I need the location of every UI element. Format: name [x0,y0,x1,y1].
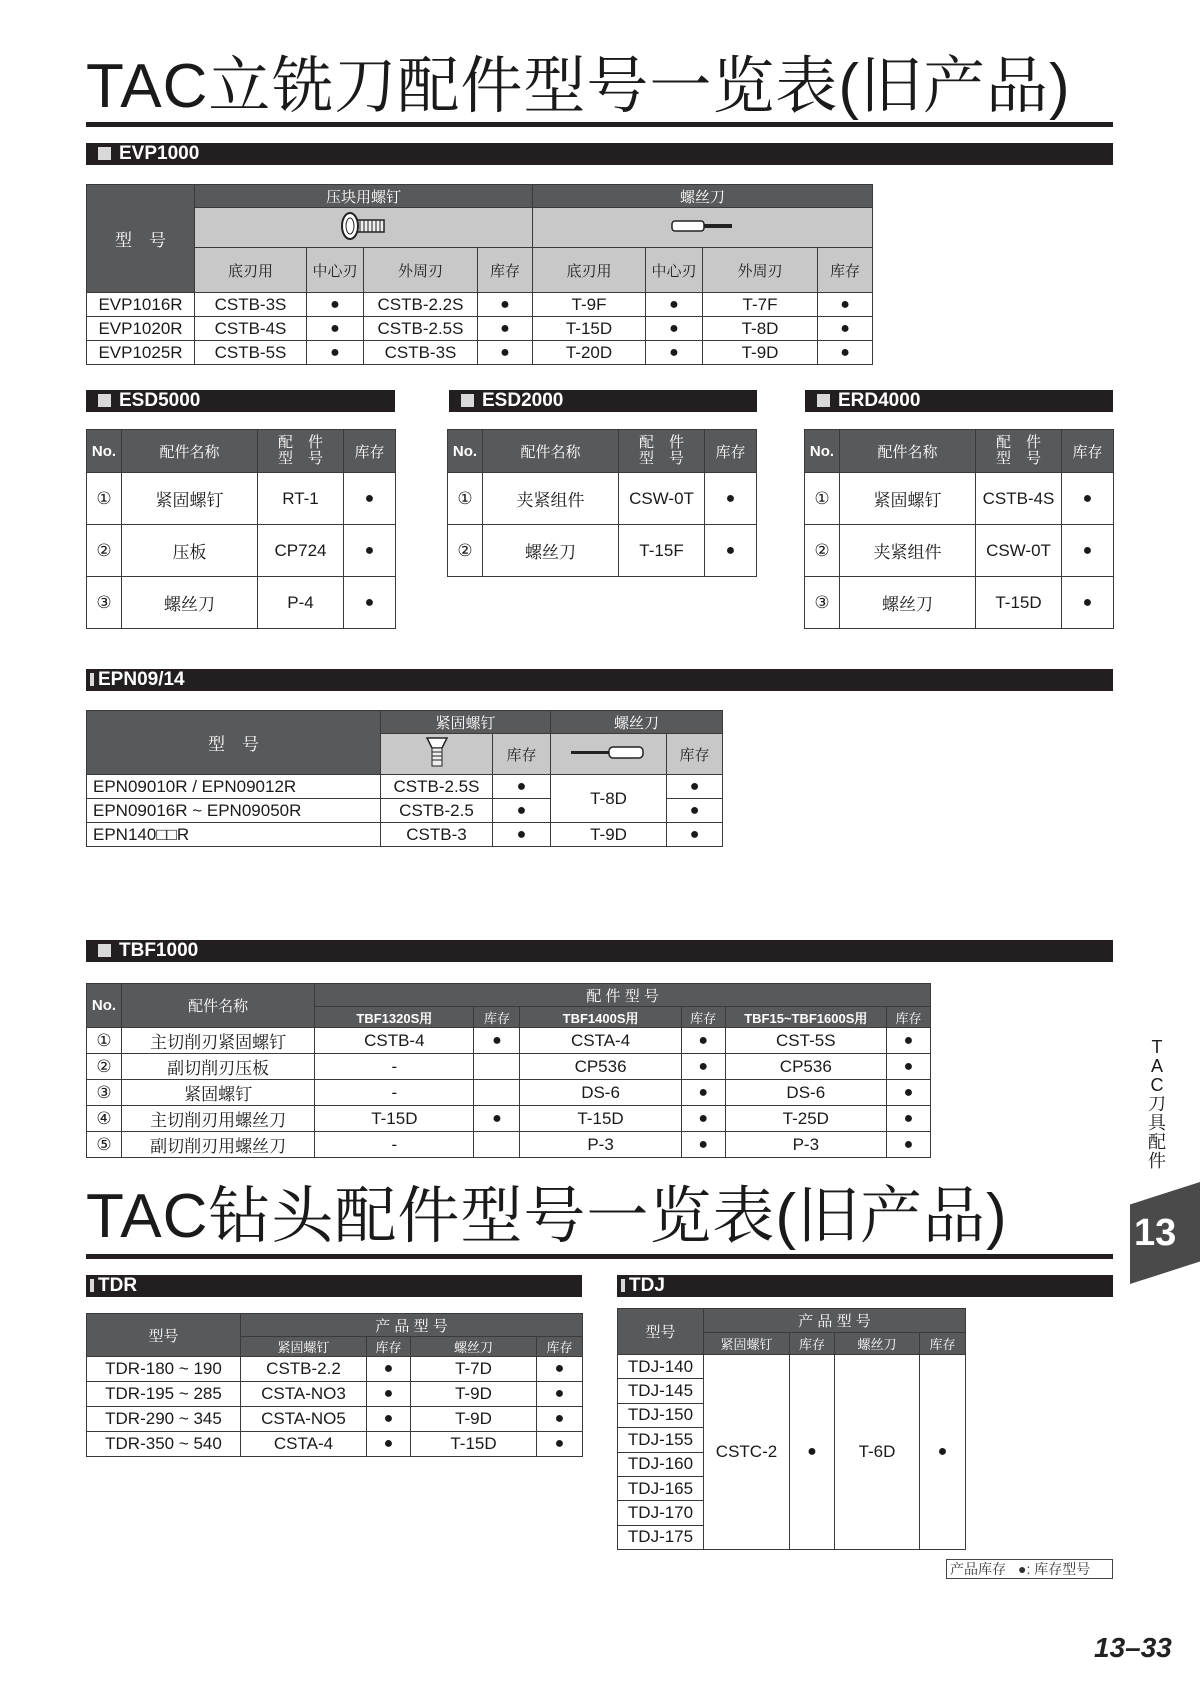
cell: CSTB-3S [364,341,478,365]
header-cell: No. [805,430,840,473]
cell: - [315,1054,474,1080]
stock-dot [474,1132,520,1158]
header-cell: No. [87,430,122,473]
cell: P-3 [520,1132,681,1158]
stock-dot [474,1054,520,1080]
table-row [87,317,873,341]
stock-dot: ● [474,1106,520,1132]
page-number: 13–33 [1094,1632,1172,1663]
erd4000-table [804,429,1114,629]
stock-dot: ● [646,293,703,317]
cell: TDJ-150 [618,1403,704,1427]
subheader: 中心刃 [646,248,703,293]
header-part-name: 配件名称 [122,984,315,1028]
square-icon [90,673,94,686]
cell: 螺丝刀 [483,525,619,577]
subheader: TBF1400S用 [520,1007,681,1028]
table-row [87,1028,931,1054]
table-row [87,1054,931,1080]
cell: T-7F [703,293,818,317]
table-row [87,473,396,525]
cell: T-25D [725,1106,886,1132]
tbf1000-table [86,983,931,1158]
page-title-endmill: TAC立铣刀配件型号一览表(旧产品) [86,52,1071,121]
stock-dot: ● [344,473,396,525]
set-screw-icon [381,734,493,775]
side-label-char: 配 [1148,1132,1166,1152]
side-label-char: 刀 [1148,1094,1166,1114]
stock-dot: ● [705,525,757,577]
square-icon [90,1279,94,1292]
table-row [87,1407,583,1432]
page-title-drill: TAC钻头配件型号一览表(旧产品) [86,1182,1008,1251]
table-row [448,525,757,577]
cell: CSTB-2.5 [381,799,493,823]
stock-dot: ● [705,473,757,525]
cell: P-3 [725,1132,886,1158]
header-product-model: 产 品 型 号 [241,1314,583,1337]
subheader: 螺丝刀 [835,1333,920,1355]
square-icon [98,944,111,957]
subheader: 库存 [886,1007,930,1028]
table-row [87,341,873,365]
section-bar-epn [86,669,1113,691]
cell: CSTB-2.2 [241,1357,367,1382]
stock-dot: ● [537,1357,583,1382]
esd2000-table [447,429,757,577]
subheader: 库存 [367,1337,411,1357]
tdj-table [617,1308,966,1550]
table-row [87,1106,931,1132]
cell: - [315,1132,474,1158]
stock-dot: ● [681,1132,725,1158]
cell: CSTA-4 [520,1028,681,1054]
cell: T-15D [411,1432,537,1457]
section-bar-esd2000 [449,390,757,412]
stock-dot: ● [537,1432,583,1457]
stock-dot: ● [367,1382,411,1407]
header-model: 型号 [618,1309,704,1355]
cell: CSTA-NO3 [241,1382,367,1407]
cell: CSTB-3 [381,823,493,847]
cell: T-9F [533,293,646,317]
square-icon [98,394,111,407]
table-row [87,1357,583,1382]
cell: ① [448,473,483,525]
header-no: No. [87,984,122,1028]
stock-dot: ● [681,1106,725,1132]
cell: 主切削刃紧固螺钉 [122,1028,315,1054]
stock-dot: ● [818,293,873,317]
cell: ③ [87,1080,122,1106]
section-title: TBF1000 [119,940,199,961]
table-row [87,293,873,317]
section-bar-tbf1000 [86,940,1113,962]
stock-dot: ● [1062,525,1114,577]
cell: 副切削刃用螺丝刀 [122,1132,315,1158]
header-clamp-screw: 压块用螺钉 [195,185,533,208]
cell: TDR-350 ~ 540 [87,1432,241,1457]
cell: ② [87,1054,122,1080]
stock-dot: ● [1062,473,1114,525]
subheader: 库存 [818,248,873,293]
cell: 副切削刃压板 [122,1054,315,1080]
cell: TDJ-175 [618,1525,704,1549]
subheader: 库存 [537,1337,583,1357]
table-row [805,525,1114,577]
stock-dot: ● [886,1106,930,1132]
cell: TDJ-170 [618,1501,704,1525]
cell: 压板 [122,525,258,577]
stock-dot: ● [493,799,551,823]
cell: CSW-0T [619,473,705,525]
stock-dot: ● [307,341,364,365]
stock-dot: ● [493,823,551,847]
cell: T-7D [411,1357,537,1382]
legend-text: : 库存型号 [1026,1561,1091,1577]
cell: T-15F [619,525,705,577]
stock-dot: ● [478,293,533,317]
cell: EPN09016R ~ EPN09050R [87,799,381,823]
side-label-char: 具 [1148,1113,1166,1133]
header-cell: 配 件 型 号 [258,430,344,473]
stock-dot: ● [344,577,396,629]
table-row [87,1382,583,1407]
cell: T-15D [520,1106,681,1132]
subheader: 库存 [920,1333,966,1355]
stock-dot: ● [367,1357,411,1382]
stock-dot: ● [681,1054,725,1080]
cell: CSTA-NO5 [241,1407,367,1432]
cell: EVP1025R [87,341,195,365]
cell: CSTC-2 [704,1355,790,1550]
stock-dot: ● [344,525,396,577]
subheader: TBF15~TBF1600S用 [725,1007,886,1028]
side-label-char: A [1150,1056,1163,1076]
stock-dot: ● [367,1432,411,1457]
cell: T-20D [533,341,646,365]
subheader: 螺丝刀 [411,1337,537,1357]
cell: CSTB-3S [195,293,307,317]
stock-dot: ● [667,823,723,847]
cell: T-8D [703,317,818,341]
screwdriver-icon [551,734,667,775]
subheader: 库存 [681,1007,725,1028]
cell: 紧固螺钉 [122,473,258,525]
stock-dot: ● [367,1407,411,1432]
side-label-char: C [1150,1075,1164,1095]
cell: CSTB-2.5S [381,775,493,799]
title-rule [86,122,1113,127]
stock-dot: ● [537,1382,583,1407]
square-icon [817,394,830,407]
subheader: 底刃用 [195,248,307,293]
header-cell: 配件名称 [483,430,619,473]
header-set-screw: 紧固螺钉 [381,711,551,734]
header-cell: 库存 [344,430,396,473]
cell: ② [87,525,122,577]
cell: CSTB-2.2S [364,293,478,317]
stock-dot: ● [886,1080,930,1106]
cell: TDR-290 ~ 345 [87,1407,241,1432]
stock-dot: ● [681,1028,725,1054]
stock-dot-icon: ● [1018,1561,1027,1577]
cell: EVP1016R [87,293,195,317]
square-icon [98,147,111,160]
section-title: ESD5000 [119,390,201,411]
header-model: 型号 [87,1314,241,1357]
side-label-char: 件 [1148,1151,1166,1171]
cell: CP536 [520,1054,681,1080]
title-rule [86,1254,1113,1259]
stock-dot: ● [474,1028,520,1054]
header-screwdriver: 螺丝刀 [533,185,873,208]
cell: CP724 [258,525,344,577]
table-row [87,1080,931,1106]
cell: TDJ-160 [618,1452,704,1476]
cell: CSTB-4 [315,1028,474,1054]
subheader: 库存 [478,248,533,293]
subheader: 库存 [790,1333,835,1355]
cell: 螺丝刀 [122,577,258,629]
stock-dot: ● [1062,577,1114,629]
cell: CP536 [725,1054,886,1080]
side-label-char: T [1151,1037,1163,1057]
stock-dot: ● [493,775,551,799]
header-cell: 配 件 型 号 [619,430,705,473]
table-row [448,473,757,525]
header-cell: 配件名称 [840,430,976,473]
header-cell: 配件名称 [122,430,258,473]
header-cell: 配 件 型 号 [976,430,1062,473]
stock-dot: ● [886,1132,930,1158]
side-label [1147,1038,1167,1171]
section-title: TDJ [629,1275,665,1296]
cell: - [315,1080,474,1106]
cell: ③ [87,577,122,629]
cell: CST-5S [725,1028,886,1054]
subheader: 紧固螺钉 [241,1337,367,1357]
section-bar-evp1000 [86,143,1113,165]
cell: CSTB-4S [976,473,1062,525]
cell: P-4 [258,577,344,629]
cell: CSTB-2.5S [364,317,478,341]
cell: ① [87,473,122,525]
stock-dot: ● [307,317,364,341]
table-row [618,1355,966,1379]
cell: TDR-195 ~ 285 [87,1382,241,1407]
cell: TDJ-165 [618,1476,704,1500]
header-screwdriver: 螺丝刀 [551,711,723,734]
cell: ③ [805,577,840,629]
cell: ④ [87,1106,122,1132]
cell: 主切削刃用螺丝刀 [122,1106,315,1132]
cell: CSW-0T [976,525,1062,577]
tdr-table [86,1313,583,1457]
chapter-number: 13 [1134,1212,1177,1254]
section-title: EVP1000 [119,143,200,164]
cell: 紧固螺钉 [840,473,976,525]
section-title: TDR [98,1275,138,1296]
cell: ① [87,1028,122,1054]
stock-dot: ● [667,799,723,823]
section-bar-esd5000 [86,390,395,412]
section-title: EPN09/14 [98,669,185,690]
cell: EVP1020R [87,317,195,341]
cell: RT-1 [258,473,344,525]
stock-dot: ● [818,317,873,341]
square-icon [461,394,474,407]
evp1000-table [86,184,873,365]
subheader: 中心刃 [307,248,364,293]
cell: T-6D [835,1355,920,1550]
legend-label: 产品库存 [950,1561,1006,1577]
stock-dot: ● [920,1355,966,1550]
cell: T-15D [533,317,646,341]
stock-dot: ● [667,775,723,799]
epn-table [86,710,723,847]
cell: CSTA-4 [241,1432,367,1457]
cell: TDJ-155 [618,1428,704,1452]
stock-dot: ● [886,1028,930,1054]
cell: CSTB-5S [195,341,307,365]
section-bar-tdr [86,1275,582,1297]
header-product-model: 产 品 型 号 [704,1309,966,1333]
subheader: TBF1320S用 [315,1007,474,1028]
stock-dot: ● [478,341,533,365]
stock-dot: ● [537,1407,583,1432]
subheader: 外周刃 [364,248,478,293]
cell: DS-6 [520,1080,681,1106]
cell: DS-6 [725,1080,886,1106]
cell: TDJ-145 [618,1379,704,1403]
subheader: 外周刃 [703,248,818,293]
cell: EPN09010R / EPN09012R [87,775,381,799]
table-row [87,577,396,629]
header-part-model: 配 件 型 号 [315,984,931,1007]
header-cell: 库存 [1062,430,1114,473]
subheader: 底刃用 [533,248,646,293]
table-row [87,1132,931,1158]
stock-dot: ● [646,341,703,365]
cell: TDR-180 ~ 190 [87,1357,241,1382]
cell: ① [805,473,840,525]
stock-dot: ● [646,317,703,341]
cell: 夹紧组件 [483,473,619,525]
cell: T-9D [411,1382,537,1407]
stock-dot: ● [790,1355,835,1550]
esd5000-table [86,429,396,629]
stock-dot [474,1080,520,1106]
cell: ⑤ [87,1132,122,1158]
header-model: 型 号 [87,711,381,775]
cell: T-9D [703,341,818,365]
table-row [87,1432,583,1457]
subheader: 紧固螺钉 [704,1333,790,1355]
cell: T-15D [315,1106,474,1132]
section-bar-tdj [617,1275,1113,1297]
header-cell: No. [448,430,483,473]
cell: T-8D [551,775,667,823]
table-row [805,577,1114,629]
stock-dot: ● [681,1080,725,1106]
section-title: ERD4000 [838,390,921,411]
header-cell: 库存 [705,430,757,473]
cell: T-9D [551,823,667,847]
cell: ② [448,525,483,577]
section-title: ESD2000 [482,390,564,411]
header-model: 型 号 [87,185,195,293]
stock-dot: ● [478,317,533,341]
cell: 螺丝刀 [840,577,976,629]
stock-dot: ● [886,1054,930,1080]
cell: 夹紧组件 [840,525,976,577]
table-row [805,473,1114,525]
cell: ② [805,525,840,577]
cell: TDJ-140 [618,1355,704,1379]
stock-legend [946,1559,1113,1579]
cell: CSTB-4S [195,317,307,341]
cell: 紧固螺钉 [122,1080,315,1106]
cell: EPN140□□R [87,823,381,847]
stock-dot: ● [307,293,364,317]
section-bar-erd4000 [805,390,1113,412]
subheader-stock: 库存 [667,734,723,775]
subheader: 库存 [474,1007,520,1028]
subheader-stock: 库存 [493,734,551,775]
square-icon [621,1279,625,1292]
clamp-screw-icon [195,208,533,248]
cell: T-15D [976,577,1062,629]
screwdriver-icon [533,208,873,248]
cell: T-9D [411,1407,537,1432]
stock-dot: ● [818,341,873,365]
table-row [87,525,396,577]
